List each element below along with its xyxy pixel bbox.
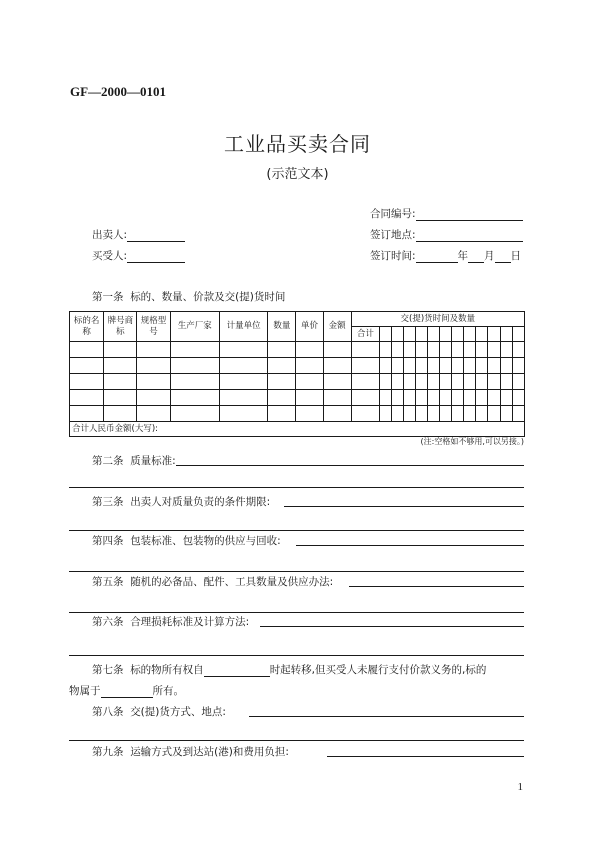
table-cell[interactable] [351, 374, 379, 390]
article-8-extra-line[interactable] [69, 740, 524, 741]
buyer-label: 买受人: [92, 250, 128, 262]
col-header-unit-price: 单价 [296, 312, 323, 342]
table-cell[interactable] [452, 390, 464, 406]
table-cell[interactable] [170, 342, 219, 358]
table-cell[interactable] [416, 327, 428, 342]
col-header-delivery-group: 交(提)货时间及数量 [351, 312, 524, 327]
table-cell[interactable] [464, 342, 476, 358]
article-9-text: 运输方式及到达站(港)和费用负担: [130, 746, 289, 758]
table-cell[interactable] [391, 327, 403, 342]
month-label: 月 [484, 250, 495, 262]
table-cell[interactable] [452, 374, 464, 390]
table-cell[interactable] [428, 374, 440, 390]
table-cell[interactable] [476, 406, 488, 422]
col-header-amount: 金额 [323, 312, 351, 342]
col-header-delivery-total: 合计 [351, 327, 379, 342]
table-cell[interactable] [70, 406, 104, 422]
article-5-label: 第五条 [92, 576, 124, 588]
table-cell[interactable] [488, 358, 500, 374]
contract-number-label: 合同编号: [370, 208, 416, 220]
table-cell[interactable] [137, 342, 170, 358]
table-cell[interactable] [404, 406, 416, 422]
article-4-label: 第四条 [92, 535, 124, 547]
article-7-part-1: 标的物所有权自 [130, 664, 204, 676]
ownership-transfer-field[interactable] [204, 664, 270, 677]
article-5 [92, 574, 333, 589]
table-row [70, 390, 525, 406]
article-8-text: 交(提)货方式、地点: [130, 706, 226, 718]
article-3-fill-line[interactable] [284, 506, 524, 507]
table-cell[interactable] [476, 342, 488, 358]
article-8-fill-line[interactable] [249, 716, 524, 717]
table-row [70, 358, 525, 374]
table-cell[interactable] [476, 390, 488, 406]
table-cell[interactable] [296, 358, 323, 374]
form-code: GF—2000—0101 [70, 84, 167, 99]
table-row [70, 406, 525, 422]
table-cell[interactable] [137, 406, 170, 422]
article-2-text: 质量标准: [130, 455, 176, 467]
table-cell[interactable] [452, 342, 464, 358]
table-cell[interactable] [219, 374, 267, 390]
table-cell[interactable] [379, 374, 391, 390]
col-header-spec: 规格型号 [137, 312, 170, 342]
article-1-label: 第一条 [92, 291, 124, 303]
table-cell[interactable] [476, 358, 488, 374]
table-cell[interactable] [379, 390, 391, 406]
table-cell[interactable] [351, 390, 379, 406]
table-cell[interactable] [268, 342, 296, 358]
article-7-part-4: 所有。 [152, 685, 184, 697]
table-cell[interactable] [440, 358, 452, 374]
table-cell[interactable] [268, 374, 296, 390]
article-3-text: 出卖人对质量负责的条件期限: [130, 496, 271, 508]
article-4-extra-line[interactable] [69, 571, 524, 572]
table-cell[interactable] [512, 358, 524, 374]
sign-day-field[interactable] [495, 250, 511, 263]
table-cell[interactable] [500, 406, 512, 422]
col-header-quantity: 数量 [268, 312, 296, 342]
table-cell[interactable] [488, 342, 500, 358]
table-cell[interactable] [428, 327, 440, 342]
table-cell[interactable] [500, 358, 512, 374]
table-cell[interactable] [296, 374, 323, 390]
table-cell[interactable] [268, 390, 296, 406]
buyer-row [92, 248, 185, 263]
table-cell[interactable] [428, 406, 440, 422]
col-header-unit: 计量单位 [219, 312, 267, 342]
table-cell[interactable] [351, 406, 379, 422]
table-cell[interactable] [452, 358, 464, 374]
contract-number-field[interactable] [416, 208, 523, 221]
table-cell[interactable] [500, 342, 512, 358]
article-7-part-3: 物属于 [69, 685, 101, 697]
sign-place-field[interactable] [416, 229, 523, 242]
article-6 [92, 614, 249, 629]
table-note: (注:空格如不够用,可以另接。) [420, 437, 524, 446]
table-cell[interactable] [170, 406, 219, 422]
table-cell[interactable] [296, 406, 323, 422]
table-cell[interactable] [404, 374, 416, 390]
table-cell[interactable] [488, 374, 500, 390]
article-7-line-2 [69, 683, 184, 698]
sign-time-label: 签订时间: [370, 250, 416, 262]
table-cell[interactable] [500, 374, 512, 390]
table-cell[interactable] [104, 390, 137, 406]
table-cell[interactable] [428, 358, 440, 374]
article-2 [92, 453, 176, 468]
article-7-label: 第七条 [92, 664, 124, 676]
article-6-text: 合理损耗标准及计算方法: [130, 616, 250, 628]
table-cell[interactable] [404, 390, 416, 406]
table-cell[interactable] [452, 406, 464, 422]
ownership-holder-field[interactable] [101, 685, 153, 698]
table-cell[interactable] [323, 358, 351, 374]
table-cell[interactable] [416, 342, 428, 358]
col-header-manufacturer: 生产厂家 [170, 312, 219, 342]
table-cell[interactable] [464, 374, 476, 390]
article-3-extra-line[interactable] [69, 530, 524, 531]
table-cell[interactable] [416, 406, 428, 422]
table-cell[interactable] [268, 406, 296, 422]
table-cell[interactable] [170, 374, 219, 390]
table-cell[interactable] [464, 390, 476, 406]
table-cell[interactable] [512, 406, 524, 422]
table-cell[interactable] [379, 406, 391, 422]
article-9-label: 第九条 [92, 746, 124, 758]
seller-field[interactable] [127, 229, 185, 242]
table-cell[interactable] [404, 327, 416, 342]
article-5-fill-line[interactable] [349, 586, 524, 587]
table-cell[interactable] [137, 358, 170, 374]
table-cell[interactable] [70, 358, 104, 374]
table-cell[interactable] [512, 390, 524, 406]
article-1-text: 标的、数量、价款及交(提)货时间 [130, 291, 286, 303]
article-4 [92, 533, 281, 548]
article-4-fill-line[interactable] [296, 545, 524, 546]
article-9 [92, 744, 289, 759]
table-cell[interactable] [404, 358, 416, 374]
table-cell[interactable] [137, 390, 170, 406]
table-cell[interactable] [323, 342, 351, 358]
table-cell[interactable] [500, 390, 512, 406]
table-cell[interactable] [296, 390, 323, 406]
table-cell[interactable] [428, 342, 440, 358]
table-cell[interactable] [219, 358, 267, 374]
table-cell[interactable] [391, 406, 403, 422]
contract-number-row [370, 206, 523, 221]
table-cell[interactable] [464, 358, 476, 374]
table-cell[interactable] [351, 342, 379, 358]
total-amount-label[interactable]: 合计人民币金额(大写): [70, 422, 525, 437]
table-cell[interactable] [379, 342, 391, 358]
seller-row [92, 227, 185, 242]
table-cell[interactable] [440, 342, 452, 358]
table-cell[interactable] [104, 374, 137, 390]
seller-label: 出卖人: [92, 229, 128, 241]
day-label: 日 [510, 250, 522, 262]
sign-time-row [370, 248, 521, 263]
sign-place-label: 签订地点: [370, 229, 416, 241]
col-header-item: 标的名称 [70, 312, 104, 342]
table-cell[interactable] [323, 374, 351, 390]
table-cell[interactable] [70, 342, 104, 358]
table-cell[interactable] [323, 390, 351, 406]
article-5-extra-line[interactable] [69, 612, 524, 613]
table-cell[interactable] [404, 342, 416, 358]
article-8-label: 第八条 [92, 706, 124, 718]
table-cell[interactable] [452, 327, 464, 342]
article-7-part-2: 时起转移,但买受人未履行支付价款义务的,标的 [269, 664, 487, 676]
article-5-text: 随机的必备品、配件、工具数量及供应办法: [130, 576, 334, 588]
table-cell[interactable] [391, 374, 403, 390]
table-cell[interactable] [351, 358, 379, 374]
table-cell[interactable] [428, 390, 440, 406]
table-cell[interactable] [476, 327, 488, 342]
table-cell[interactable] [268, 358, 296, 374]
article-7-line-1 [92, 662, 486, 677]
article-2-fill-line[interactable] [176, 465, 524, 466]
table-header-row [70, 312, 525, 327]
table-cell[interactable] [104, 406, 137, 422]
table-cell[interactable] [70, 374, 104, 390]
article-9-fill-line[interactable] [327, 756, 524, 757]
table-cell[interactable] [323, 406, 351, 422]
table-cell[interactable] [391, 358, 403, 374]
table-row [70, 374, 525, 390]
table-cell[interactable] [500, 327, 512, 342]
table-cell[interactable] [512, 342, 524, 358]
table-cell[interactable] [104, 358, 137, 374]
table-cell[interactable] [416, 374, 428, 390]
table-cell[interactable] [440, 327, 452, 342]
article-1 [92, 289, 285, 304]
table-cell[interactable] [137, 374, 170, 390]
table-cell[interactable] [219, 390, 267, 406]
table-cell[interactable] [104, 342, 137, 358]
year-label: 年 [457, 250, 469, 262]
table-cell[interactable] [440, 406, 452, 422]
sign-place-row [370, 227, 523, 242]
sign-month-field[interactable] [468, 250, 484, 263]
table-cell[interactable] [416, 358, 428, 374]
article-8 [92, 704, 226, 719]
table-cell[interactable] [476, 374, 488, 390]
article-3 [92, 494, 270, 509]
table-cell[interactable] [464, 406, 476, 422]
document-title: 工业品买卖合同 [224, 132, 371, 156]
table-cell[interactable] [296, 342, 323, 358]
table-cell[interactable] [170, 390, 219, 406]
total-amount-row [70, 422, 525, 437]
article-6-fill-line[interactable] [260, 626, 524, 627]
table-cell[interactable] [488, 406, 500, 422]
table-cell[interactable] [416, 390, 428, 406]
article-3-label: 第三条 [92, 496, 124, 508]
article-6-extra-line[interactable] [69, 655, 524, 656]
article-4-text: 包装标准、包装物的供应与回收: [130, 535, 281, 547]
col-header-brand: 牌号商标 [104, 312, 137, 342]
table-cell[interactable] [464, 327, 476, 342]
table-cell[interactable] [170, 358, 219, 374]
goods-table [69, 311, 525, 437]
document-subtitle: (示范文本) [266, 167, 329, 182]
table-cell[interactable] [488, 327, 500, 342]
article-6-label: 第六条 [92, 616, 124, 628]
table-cell[interactable] [379, 358, 391, 374]
table-cell[interactable] [391, 390, 403, 406]
page-number: 1 [517, 781, 523, 793]
table-cell[interactable] [219, 406, 267, 422]
table-cell[interactable] [219, 342, 267, 358]
table-cell[interactable] [488, 390, 500, 406]
table-cell[interactable] [440, 390, 452, 406]
table-row [70, 342, 525, 358]
article-2-extra-line[interactable] [69, 487, 524, 488]
sign-year-field[interactable] [416, 250, 458, 263]
table-cell[interactable] [379, 327, 391, 342]
article-2-label: 第二条 [92, 455, 124, 467]
table-cell[interactable] [512, 374, 524, 390]
buyer-field[interactable] [127, 250, 185, 263]
table-cell[interactable] [70, 390, 104, 406]
table-cell[interactable] [440, 374, 452, 390]
table-cell[interactable] [391, 342, 403, 358]
table-cell[interactable] [512, 327, 524, 342]
